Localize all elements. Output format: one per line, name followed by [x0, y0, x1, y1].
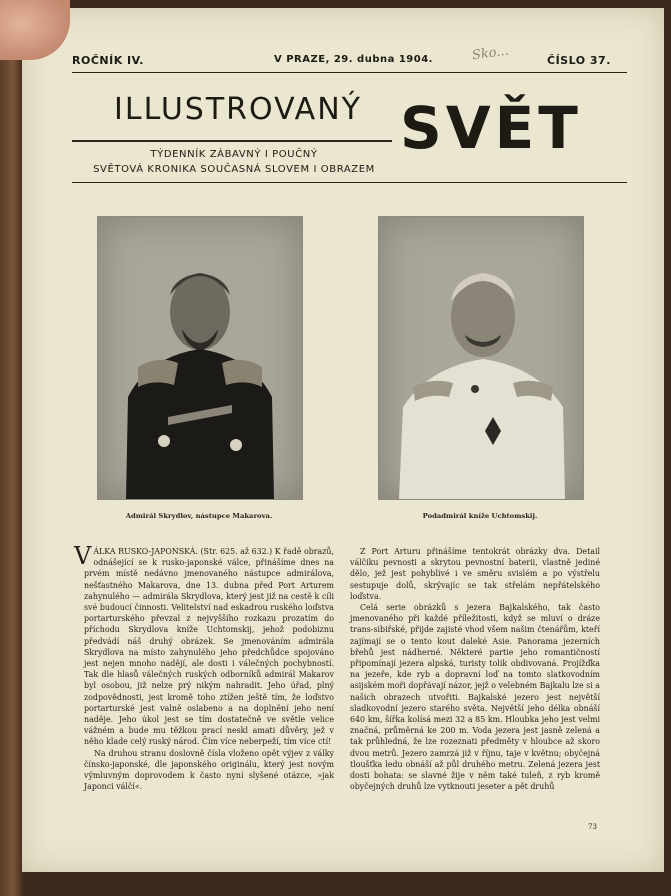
masthead-rule-bottom: [72, 182, 627, 183]
pencil-annotation: Sko...: [471, 43, 510, 64]
portrait-skrydlov: [97, 216, 303, 500]
article-paragraph: Z Port Arturu přinášíme tentokrát obrázky dva. Detail válčiku pevnosti a skrytou pevnostní baterii, vlastně jediné dělo, jež jest pohyblivé i ve směru svislém a po výstřelu sestupuje dolů, skrývajíc se tak střelám nepřátelského loďstva.: [350, 547, 600, 601]
article-paragraph: Celá serie obrázků s jezera Bajkalského, tak často jmenovaného při každé příležitosti, když se mluví o dráze trans-sibiřské, přijde zajisté vhod všem našim čtenářům, kteří zajímají se o tento kout daleké Asie. Panorama jezerních břehů jest nádherné. Některé partie jeho romantičností připomínají jezera alpská, turisty tolik obdivovaná. Projížďka na jezeře, kde ryb a dopravní loď na tomto slatkovodním asijském moři dopřávají názor, jejž o velebném Bajkalu lze si a našich obrazech utvořiti. Bajkalské jezero jest největší sladkovodní jezero starého světa. Největší jeho délka obnáší 640 km, šířka kolísá mezi 32 a 85 km. Hloubka jeho jest velmi značná, průměrná ke 200 m. Voda jezera jest jasně zelená a tak průhledná, že lze rozeznati předměty v hloubce až skoro dvou metrů. Jezero zamrzá již v říjnu, taje v květnu; obyčejná tloušťka ledu obnáší až půl druhého metru. Zelená jezera jest dosti bohata: se slavné žije v něm také tuleň, z ryb kromě obyčejných druhů lze vytknouti jeseter a pět druhů: [350, 603, 600, 792]
date-label: V PRAZE, 29. dubna 1904.: [274, 54, 433, 65]
book-binding: [0, 0, 22, 896]
masthead-rule-top: [72, 140, 392, 142]
subtitle-1: TÝDENNÍK ZÁBAVNÝ I POUČNÝ: [150, 149, 318, 160]
subtitle-2: SVĚTOVÁ KRONIKA SOUČASNÁ SLOVEM I OBRAZEM: [93, 164, 375, 175]
portrait-skrydlov-figure: [98, 217, 302, 499]
title-left: ILLUSTROVANÝ: [114, 92, 362, 127]
page: [22, 8, 664, 872]
volume-label: ROČNÍK IV.: [72, 54, 144, 67]
issue-label: ČÍSLO 37.: [547, 54, 611, 67]
drop-cap: V: [74, 542, 92, 570]
article-paragraph: Na druhou stranu doslovně čísla vloženo opět výjev z války čínsko-japonské, dle japonského originálu, který jest novým výmluvným doprovodem k často nyní slyšené otázce, »jak Japonci válčí«.: [84, 748, 334, 792]
caption-left: Admirál Skrydlov, nástupce Makarova.: [125, 512, 273, 520]
caption-right: Podadmirál kníže Uchtomskij.: [422, 512, 538, 520]
title-right: SVĚT: [400, 94, 582, 162]
portrait-uchtomskij: [378, 216, 584, 500]
page-number: 73: [588, 823, 597, 831]
article-column-right: [350, 546, 600, 792]
header-rule: [72, 72, 627, 73]
portrait-uchtomskij-figure: [379, 217, 583, 499]
article-column-left: [74, 542, 334, 792]
article-paragraph: ÁLKA RUSKO-JAPONSKÁ. (Str. 625. až 632.) K řadě obrazů, odnášející se k rusko-japonské válce, přinášíme dnes na prvém místě nedávno jmenovaného nástupce admirálova, nešťastného Makarova, dne 13. dubna před Port Arturem zahynulého — admirála Skrydlova, který jest již na cestě k cíli své budoucí činnosti. Velitelství nad eskadrou ruského loďstva portarturského převzal z nejvyššího rozkazu prozatím do příchodu Skrydlova kníže Uchtomskij, jehož podobiznu předvádí náš druhý obrázek. Se jmenováním admirála Skrydlova na místo zahynulého jeho předchůdce spojováno jest nejen mnoho nadějí, ale dosti i válečných pochybností. Tak dle hlasů válečných ruských odborníků admirál Makarov byl osobou, již nelze prý nikým nahradit. Jeho úřad, plný zodpovědnosti, jest kromě toho ztížen ještě tím, že loďstvo portarturské jest valně oslabeno a na doplnění jeho není naděje. Jeho úkol jest se tím dostatečně ve světle velice vážném a bude mu těžkou prací neskl amati důvěry, jež v něho klade celý ruský národ. Čím více neberpeží, tím více ctí!: [84, 547, 334, 747]
